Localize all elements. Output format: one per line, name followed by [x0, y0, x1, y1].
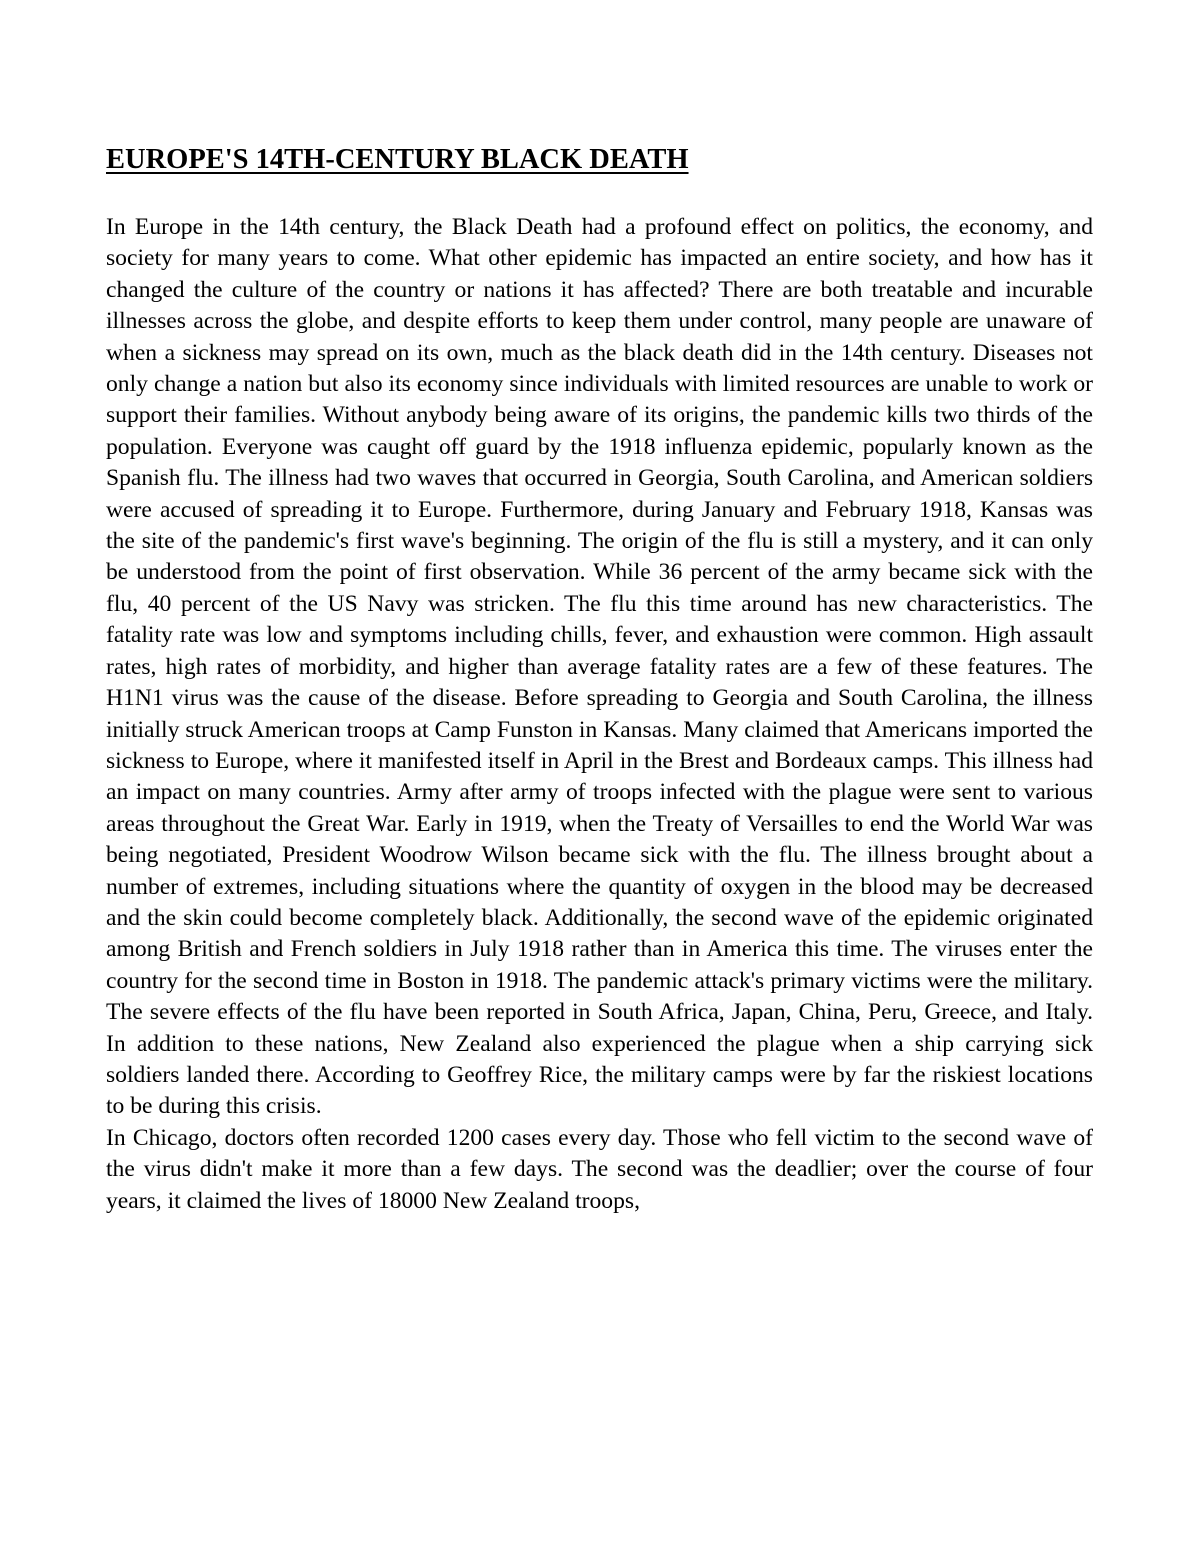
- body-paragraph-2: In Chicago, doctors often recorded 1200 cases every day. Those who fell victim to the second wave of the virus didn't make it more than a few days. The second was the deadlier; over the course of four years, it claimed the lives of 18000 New Zealand troops,: [106, 1124, 1093, 1214]
- body-paragraph-1: In Europe in the 14th century, the Black Death had a profound effect on politics, the economy, and society for many years to come. What other epidemic has impacted an entire society, and how has it changed the culture of the country or nations it has affected? There are both treatable and incurable illnesses across the globe, and despite efforts to keep them under control, many people are unaware of when a sickness may spread on its own, much as the black death did in the 14th century. Diseases not only change a nation but also its economy since individuals with limited resources are unable to work or support their families. Without anybody being aware of its origins, the pandemic kills two thirds of the population. Everyone was caught off guard by the 1918 influenza epidemic, popularly known as the Spanish flu. The illness had two waves that occurred in Georgia, South Carolina, and American soldiers were accused of spreading it to Europe. Furthermore, during January and February 1918, Kansas was the site of the pandemic's first wave's beginning. The origin of the flu is still a mystery, and it can only be understood from the point of first observation. While 36 percent of the army became sick with the flu, 40 percent of the US Navy was stricken. The flu this time around has new characteristics. The fatality rate was low and symptoms including chills, fever, and exhaustion were common. High assault rates, high rates of morbidity, and higher than average fatality rates are a few of these features. The H1N1 virus was the cause of the disease. Before spreading to Georgia and South Carolina, the illness initially struck American troops at Camp Funston in Kansas. Many claimed that Americans imported the sickness to Europe, where it manifested itself in April in the Brest and Bordeaux camps. This illness had an impact on many countries. Army after army of troops infected with the plague were sent to various areas throughout the Great War. Early in 1919, when the Treaty of Versailles to end the World War was being negotiated, President Woodrow Wilson became sick with the flu. The illness brought about a number of extremes, including situations where the quantity of oxygen in the blood may be decreased and the skin could become completely black. Additionally, the second wave of the epidemic originated among British and French soldiers in July 1918 rather than in America this time. The viruses enter the country for the second time in Boston in 1918. The pandemic attack's primary victims were the military. The severe effects of the flu have been reported in South Africa, Japan, China, Peru, Greece, and Italy. In addition to these nations, New Zealand also experienced the plague when a ship carrying sick soldiers landed there. According to Geoffrey Rice, the military camps were by far the riskiest locations to be during this crisis.: [106, 214, 1093, 1120]
- document-title: EUROPE'S 14TH-CENTURY BLACK DEATH: [106, 144, 689, 175]
- document-page: [106, 140, 1093, 1217]
